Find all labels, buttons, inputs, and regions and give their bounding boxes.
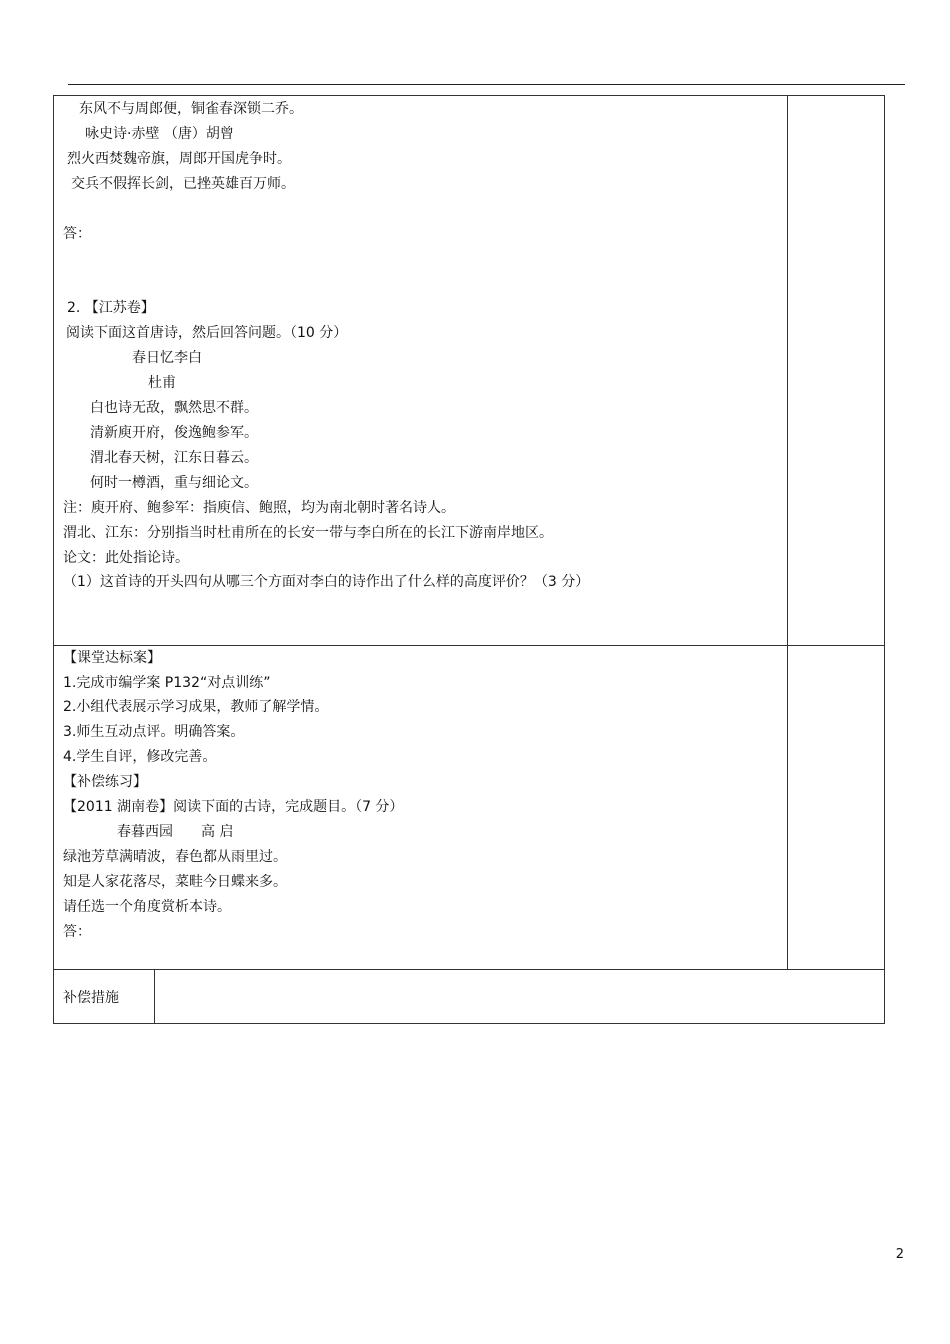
- poem-line: 清新庾开府，俊逸鲍参军。: [90, 425, 258, 441]
- row-divider-2: [54, 969, 884, 970]
- answer-label: 答：: [63, 924, 91, 940]
- poem-title: 咏史诗·赤壁 （唐）胡曾: [85, 126, 234, 142]
- poem-title: 春暮西园 高 启: [117, 824, 234, 840]
- poem-author: 杜甫: [148, 375, 176, 391]
- poem-line: 交兵不假挥长剑，已挫英雄百万师。: [71, 176, 295, 192]
- poem-line: 东风不与周郎便，铜雀春深锁二乔。: [79, 101, 303, 117]
- page-number: 2: [895, 1247, 904, 1262]
- poem-line: 绿池芳草满晴波，春色都从雨里过。: [63, 849, 287, 865]
- poem-line: 白也诗无敌，飘然思不群。: [90, 400, 258, 416]
- answer-label: 答：: [63, 226, 91, 242]
- question-heading: 2. 【江苏卷】: [67, 300, 155, 316]
- sub-question: （1）这首诗的开头四句从哪三个方面对李白的诗作出了什么样的高度评价？（3 分）: [63, 574, 590, 590]
- section-heading: 【课堂达标案】: [63, 650, 161, 666]
- poem-title: 春日忆李白: [132, 350, 202, 366]
- annotation-line: 论文：此处指论诗。: [63, 550, 189, 566]
- question-instruction: 【2011 湖南卷】阅读下面的古诗，完成题目。（7 分）: [63, 799, 404, 815]
- list-item: 2.小组代表展示学习成果，教师了解学情。: [63, 699, 329, 715]
- question-instruction: 阅读下面这首唐诗，然后回答问题。（10 分）: [66, 325, 348, 341]
- footer-row-label: 补偿措施: [63, 990, 119, 1006]
- section-heading: 【补偿练习】: [63, 774, 147, 790]
- row-divider-1: [54, 645, 884, 646]
- poem-line: 烈火西焚魏帝旗，周郎开国虎争时。: [67, 151, 291, 167]
- question-instruction: 请任选一个角度赏析本诗。: [63, 899, 231, 915]
- list-item: 3.师生互动点评。明确答案。: [63, 724, 245, 740]
- poem-line: 何时一樽酒，重与细论文。: [90, 475, 258, 491]
- footer-label-divider: [154, 969, 155, 1023]
- header-rule: [68, 84, 905, 85]
- list-item: 1.完成市编学案 P132“对点训练”: [63, 675, 271, 691]
- right-column-divider: [787, 96, 788, 969]
- poem-line: 知是人家花落尽，菜畦今日蝶来多。: [63, 874, 287, 890]
- annotation-line: 渭北、江东：分别指当时杜甫所在的长安一带与李白所在的长江下游南岸地区。: [63, 525, 553, 541]
- poem-line: 渭北春天树，江东日暮云。: [90, 450, 258, 466]
- list-item: 4.学生自评，修改完善。: [63, 749, 217, 765]
- annotation-line: 注：庾开府、鲍参军：指庾信、鲍照，均为南北朝时著名诗人。: [63, 500, 455, 516]
